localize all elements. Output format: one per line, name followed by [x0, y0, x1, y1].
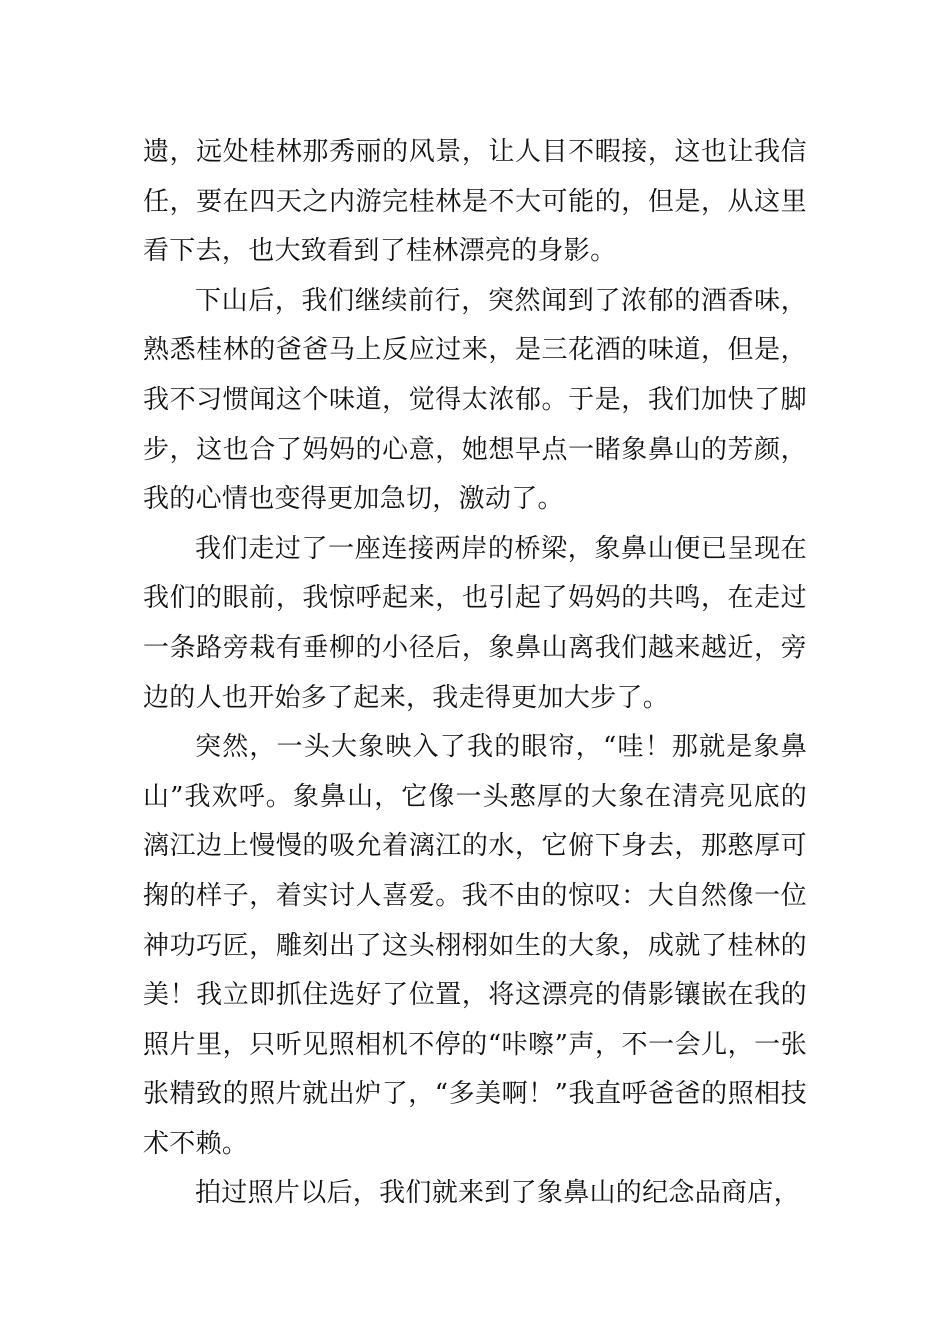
- paragraph-crossing-bridge: 我们走过了一座连接两岸的桥梁，象鼻山便已呈现在我们的眼前，我惊呼起来，也引起了妈妈的共鸣，在走过一条路旁栽有垂柳的小径后，象鼻山离我们越来越近，旁边的人也开始多了起来，我走得更加大步了。: [143, 533, 807, 713]
- paragraph-souvenir-shop: 拍过照片以后，我们就来到了象鼻山的纪念品商店，: [195, 1178, 800, 1209]
- paragraph-elephant-trunk-hill: 突然，一头大象映入了我的眼帘，“哇！那就是象鼻山”我欢呼。象鼻山，它像一头憨厚的大象在清亮见底的漓江边上慢慢的吸允着漓江的水，它俯下身去，那憨厚可掬的样子，着实讨人喜爱。我不由的惊叹：大自然像一位神功巧匠，雕刻出了这头栩栩如生的大象，成就了桂林的美！我立即抓住选好了位置，将这漂亮的倩影镶嵌在我的照片里，只听见照相机不停的“咔嚓”声，不一会儿，一张张精致的照片就出炉了，“多美啊！”我直呼爸爸的照相技术不赖。: [143, 732, 807, 1159]
- document-body: [143, 128, 807, 1219]
- paragraph-continued: 遗，远处桂林那秀丽的风景，让人目不暇接，这也让我信任，要在四天之内游完桂林是不大可能的，但是，从这里看下去，也大致看到了桂林漂亮的身影。: [143, 137, 807, 267]
- paragraph-descending-mountain: 下山后，我们继续前行，突然闻到了浓郁的酒香味，熟悉桂林的爸爸马上反应过来，是三花酒的味道，但是，我不习惯闻这个味道，觉得太浓郁。于是，我们加快了脚步，这也合了妈妈的心意，她想早点一睹象鼻山的芳颜，我的心情也变得更加急切，激动了。: [143, 285, 807, 515]
